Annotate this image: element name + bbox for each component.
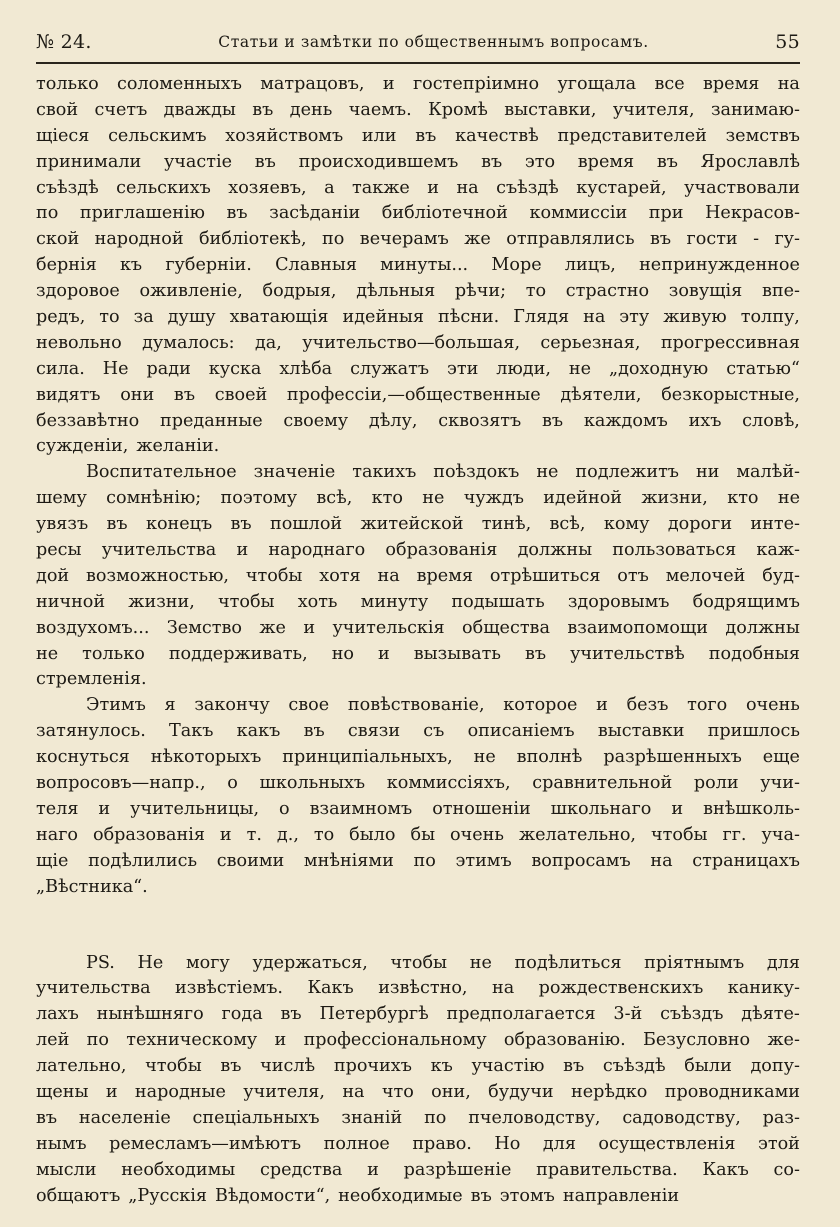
text-line: нымъ ремесламъ—имѣютъ полное право. Но для осуществленія этой <box>36 1133 800 1154</box>
issue-number: № 24. <box>36 31 92 53</box>
text-line: теля и учительницы, о взаимномъ отношеніи школьнаго и внѣшколь- <box>36 798 800 819</box>
text-line: затянулось. Такъ какъ въ связи съ описаніемъ выставки пришлось <box>36 721 800 742</box>
text-line: ресы учительства и народнаго образованія должны пользоваться каж- <box>36 540 800 561</box>
text-line: дой возможностью, чтобы хотя на время отрѣшиться отъ мелочей буд- <box>36 565 800 586</box>
page-number: 55 <box>775 31 800 53</box>
text-line: не только поддерживать, но и вызывать въ учительствѣ подобныя <box>36 643 800 664</box>
text-line: съѣздѣ сельскихъ хозяевъ, а также и на съѣздѣ кустарей, участвовали <box>36 177 800 198</box>
text-line: сужденіи, желаніи. <box>36 436 220 457</box>
text-line: Этимъ я закончу свое повѣствованіе, которое и безъ того очень <box>86 695 800 716</box>
text-line: увязъ въ конецъ въ пошлой житейской тинѣ, всѣ, кому дороги инте- <box>36 514 800 535</box>
text-line: учительства извѣстіемъ. Какъ извѣстно, на рождественскихъ канику- <box>36 978 800 999</box>
text-line: принимали участіе въ происходившемъ въ это время въ Ярославлѣ <box>36 151 800 172</box>
text-line: щіе подѣлились своими мнѣніями по этимъ вопросамъ на страницахъ <box>36 850 800 871</box>
text-line: ничной жизни, чтобы хоть минуту подышать здоровымъ бодрящимъ <box>36 591 800 612</box>
text-line: стремленія. <box>36 669 147 690</box>
text-line: лей по техническому и профессіональному образованію. Безусловно же- <box>36 1030 800 1051</box>
text-line: Воспитательное значеніе такихъ поѣздокъ не подлежитъ ни малѣй- <box>86 462 800 483</box>
text-line: редъ, то за душу хватающія идейныя пѣсни. Глядя на эту живую толпу, <box>36 307 800 328</box>
text-line: ской народной библіотекѣ, по вечерамъ же отправлялись въ гости - гу- <box>36 229 800 250</box>
text-line: щіеся сельскимъ хозяйствомъ или въ качествѣ представителей земствъ <box>36 125 800 146</box>
paragraph <box>36 951 800 1210</box>
section-title: Статьи и замѣтки по общественнымъ вопросамъ. <box>218 33 649 51</box>
text-line: сила. Не ради куска хлѣба служатъ эти люди, не „доходную статью“ <box>36 358 800 379</box>
text-line: свой счетъ дважды въ день чаемъ. Кромѣ выставки, учителя, занимаю- <box>36 99 800 120</box>
paragraph <box>36 693 800 900</box>
text-line: общаютъ „Русскія Вѣдомости“, необходимые въ этомъ направленіи <box>36 1185 680 1206</box>
article-body <box>36 72 800 1209</box>
text-line: видятъ они въ своей профессіи,—общественные дѣятели, безкорыстные, <box>36 384 800 405</box>
text-line: шему сомнѣнію; поэтому всѣ, кто не чуждъ идейной жизни, кто не <box>36 488 800 509</box>
text-line: наго образованія и т. д., то было бы очень желательно, чтобы гг. уча- <box>36 824 800 845</box>
text-line: лахъ нынѣшняго года въ Петербургѣ предполагается 3-й съѣздъ дѣяте- <box>36 1004 800 1025</box>
header-rule <box>36 62 800 64</box>
paragraph-gap <box>36 901 800 951</box>
text-line: мысли необходимы средства и разрѣшеніе правительства. Какъ со- <box>36 1159 800 1180</box>
text-line: вопросовъ—напр., о школьныхъ коммиссіяхъ, сравнительной роли учи- <box>36 773 800 794</box>
text-line: лательно, чтобы въ числѣ прочихъ къ участію въ съѣздѣ были допу- <box>36 1056 800 1077</box>
paragraph <box>36 72 800 460</box>
text-line: невольно думалось: да, учительство—большая, серьезная, прогрессивная <box>36 332 800 353</box>
text-line: здоровое оживленіе, бодрыя, дѣльныя рѣчи; то страстно зовущія впе- <box>36 281 800 302</box>
text-line: только соломенныхъ матрацовъ, и гостепріимно угощала все время на <box>36 74 800 94</box>
text-line: бернія къ губерніи. Славныя минуты... Море лицъ, непринужденное <box>36 255 800 276</box>
paragraph <box>36 460 800 693</box>
text-line: по приглашенію въ засѣданіи библіотечной коммиссіи при Некрасов- <box>36 203 800 224</box>
text-line: PS. Не могу удержаться, чтобы не подѣлиться пріятнымъ для <box>86 952 800 973</box>
text-line: беззавѣтно преданные своему дѣлу, сквозятъ въ каждомъ ихъ словѣ, <box>36 410 800 431</box>
text-line: воздухомъ... Земство же и учительскія общества взаимопомощи должны <box>36 617 800 638</box>
text-line: щены и народные учителя, на что они, будучи нерѣдко проводниками <box>36 1081 800 1102</box>
text-line: коснуться нѣкоторыхъ принципіальныхъ, не вполнѣ разрѣшенныхъ еще <box>36 747 800 768</box>
text-line: „Вѣстника“. <box>36 876 148 897</box>
text-line: въ населеніе спеціальныхъ знаній по пчеловодству, садоводству, раз- <box>36 1107 800 1128</box>
running-header <box>36 26 800 58</box>
